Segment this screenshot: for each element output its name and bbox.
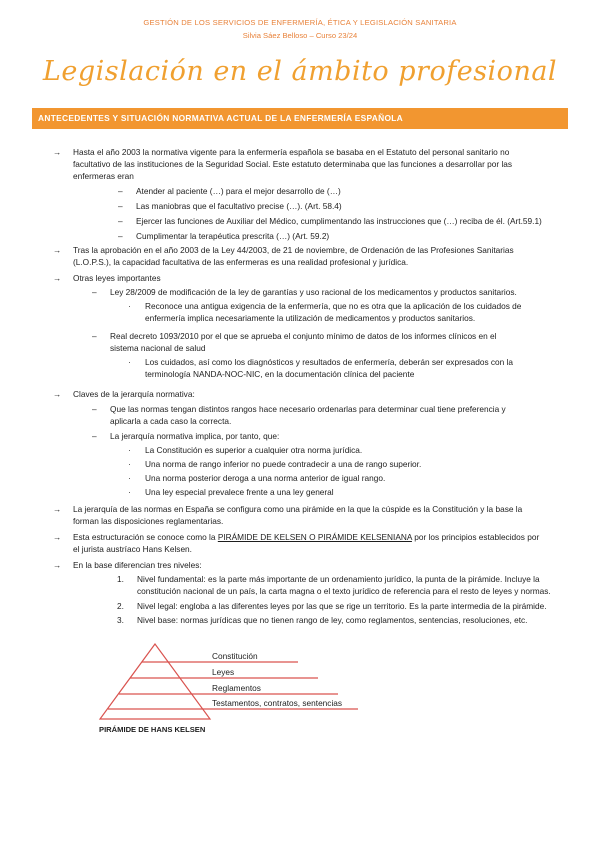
p3-title: Otras leyes importantes <box>73 273 161 283</box>
p3-sub-1-line-2: enfermería implica necesariamente la utilización de medicamentos y productos sanitarios. <box>145 313 476 323</box>
p4-bullet-3: Una norma posterior deroga a una norma anterior de igual rango. <box>145 473 386 483</box>
arrow-bullet: → <box>53 532 62 542</box>
p6-post: por los principios establecidos por <box>411 532 540 542</box>
dot-bullet: · <box>128 459 131 469</box>
course-header: GESTIÓN DE LOS SERVICIOS DE ENFERMERÍA, ÉTICA Y LEGISLACIÓN SANITARIA <box>143 18 457 27</box>
p4-bullet-2: Una norma de rango inferior no puede contradecir a una de rango superior. <box>145 459 422 469</box>
p6-line-2: el jurista austríaco Hans Kelsen. <box>73 544 192 554</box>
dash-bullet: – <box>92 331 97 341</box>
dash-bullet: – <box>92 287 97 297</box>
arrow-bullet: → <box>53 560 62 570</box>
kelsen-pyramid-figure <box>0 640 600 740</box>
number-3: 3. <box>117 615 124 625</box>
p1-dash-3: Ejercer las funciones de Auxiliar del Médico, cumplimentando las instrucciones que (…) reciba de él. (Art.59.1) <box>136 216 542 226</box>
p1-dash-1: Atender al paciente (…) para el mejor desarrollo de (…) <box>136 186 341 196</box>
arrow-bullet: → <box>53 147 62 157</box>
p7-item-3: Nivel base: normas jurídicas que no tienen rango de ley, como reglamentos, sentencias, resoluciones, etc. <box>137 615 528 625</box>
p1-dash-4: Cumplimentar la terapéutica prescrita (…) (Art. 59.2) <box>136 231 330 241</box>
dot-bullet: · <box>128 473 131 483</box>
p4-dash-2: La jerarquía normativa implica, por tanto, que: <box>110 431 280 441</box>
p5-line-2: forman las disposiciones reglamentarias. <box>73 516 224 526</box>
p6-pre: Esta estructuración se conoce como la <box>73 532 218 542</box>
pyramid-level-label: Reglamentos <box>212 683 261 693</box>
p7-item-2: Nivel legal: engloba a las diferentes leyes por las que se rige un territorio. Es la parte intermedia de la pirámide. <box>137 601 547 611</box>
p7-title: En la base diferencian tres niveles: <box>73 560 202 570</box>
p4-bullet-1: La Constitución es superior a cualquier otra norma jurídica. <box>145 445 363 455</box>
pyramid-outline <box>100 644 210 719</box>
p2-line-1: Tras la aprobación en el año 2003 de la Ley 44/2003, de 21 de noviembre, de Ordenación de las Profesiones Sanitarias <box>73 245 514 255</box>
arrow-bullet: → <box>53 504 62 514</box>
section-banner: ANTECEDENTES Y SITUACIÓN NORMATIVA ACTUAL DE LA ENFERMERÍA ESPAÑOLA <box>32 108 568 129</box>
dot-bullet: · <box>128 487 131 497</box>
pyramid-level-label: Leyes <box>212 667 235 677</box>
number-2: 2. <box>117 601 124 611</box>
p3-dash-1: Ley 28/2009 de modificación de la ley de garantías y uso racional de los medicamentos y productos sanitarios. <box>110 287 517 297</box>
p1-line-3: enfermeras eran <box>73 171 134 181</box>
arrow-bullet: → <box>53 273 62 283</box>
p3-dash-2-line-1: Real decreto 1093/2010 por el que se aprueba el conjunto mínimo de datos de los informes clínicos en el <box>110 331 497 341</box>
dot-bullet: · <box>128 357 131 367</box>
p7-item-1-line-1: Nivel fundamental: es la parte más importante de un ordenamiento jurídico, la punta de la pirámide. Incluye la <box>137 574 540 584</box>
p3-sub-2-line-2: terminología NANDA-NOC-NIC, en la documentación clínica del paciente <box>145 369 415 379</box>
p7-item-1-line-2: constitución nacional de un país, la carta magna o el texto jurídico de referencia para el resto de leyes y normas. <box>137 586 551 596</box>
p2-line-2: (L.O.P.S.), la capacidad facultativa de las enfermeras es una realidad profesional y jurídica. <box>73 257 409 267</box>
dot-bullet: · <box>128 445 131 455</box>
pyramid-caption: PIRÁMIDE DE HANS KELSEN <box>99 725 206 734</box>
dash-bullet: – <box>92 431 97 441</box>
page-title: Legislación en el ámbito profesional <box>42 56 558 87</box>
p1-line-2: facultativo de las instituciones de la Seguridad Social. Este estatuto determinaba que las funciones a desarrollar por las <box>73 159 513 169</box>
kelsen-pyramid-term: PIRÁMIDE DE KELSEN O PIRÁMIDE KELSENIANA <box>217 532 412 542</box>
pyramid-level-label: Constitución <box>212 651 258 661</box>
p4-dash-1-line-2: aplicarla a cada caso la correcta. <box>110 416 232 426</box>
dash-bullet: – <box>118 231 123 241</box>
arrow-bullet: → <box>53 389 62 399</box>
p6-line-1 <box>73 531 539 543</box>
dash-bullet: – <box>118 216 123 226</box>
p1-dash-2: Las maniobras que el facultativo precise (…). (Art. 58.4) <box>136 201 342 211</box>
p1-line-1: Hasta el año 2003 la normativa vigente para la enfermería española se basaba en el Estatuto del personal sanitario no <box>73 147 510 157</box>
arrow-bullet: → <box>53 245 62 255</box>
pyramid-level-label: Testamentos, contratos, sentencias <box>212 698 343 708</box>
number-1: 1. <box>117 574 124 584</box>
p3-sub-1-line-1: Reconoce una antigua exigencia de la enfermería, que no es otra que la aplicación de los cuidados de <box>145 301 522 311</box>
dash-bullet: – <box>118 186 123 196</box>
p4-title: Claves de la jerarquía normativa: <box>73 389 195 399</box>
dot-bullet: · <box>128 301 131 311</box>
p5-line-1: La jerarquía de las normas en España se configura como una pirámide en la que la cúspide es la Constitución y la base la <box>73 504 523 514</box>
dash-bullet: – <box>92 404 97 414</box>
dash-bullet: – <box>118 201 123 211</box>
p3-dash-2-line-2: sistema nacional de salud <box>110 343 206 353</box>
author-header: Silvia Sáez Belloso – Curso 23/24 <box>242 31 358 40</box>
p4-bullet-4: Una ley especial prevalece frente a una ley general <box>145 487 334 497</box>
p4-dash-1-line-1: Que las normas tengan distintos rangos hace necesario ordenarlas para determinar cual tiene preferencia y <box>110 404 506 414</box>
p3-sub-2-line-1: Los cuidados, así como los diagnósticos y resultados de enfermería, deberán ser expresados con la <box>145 357 514 367</box>
